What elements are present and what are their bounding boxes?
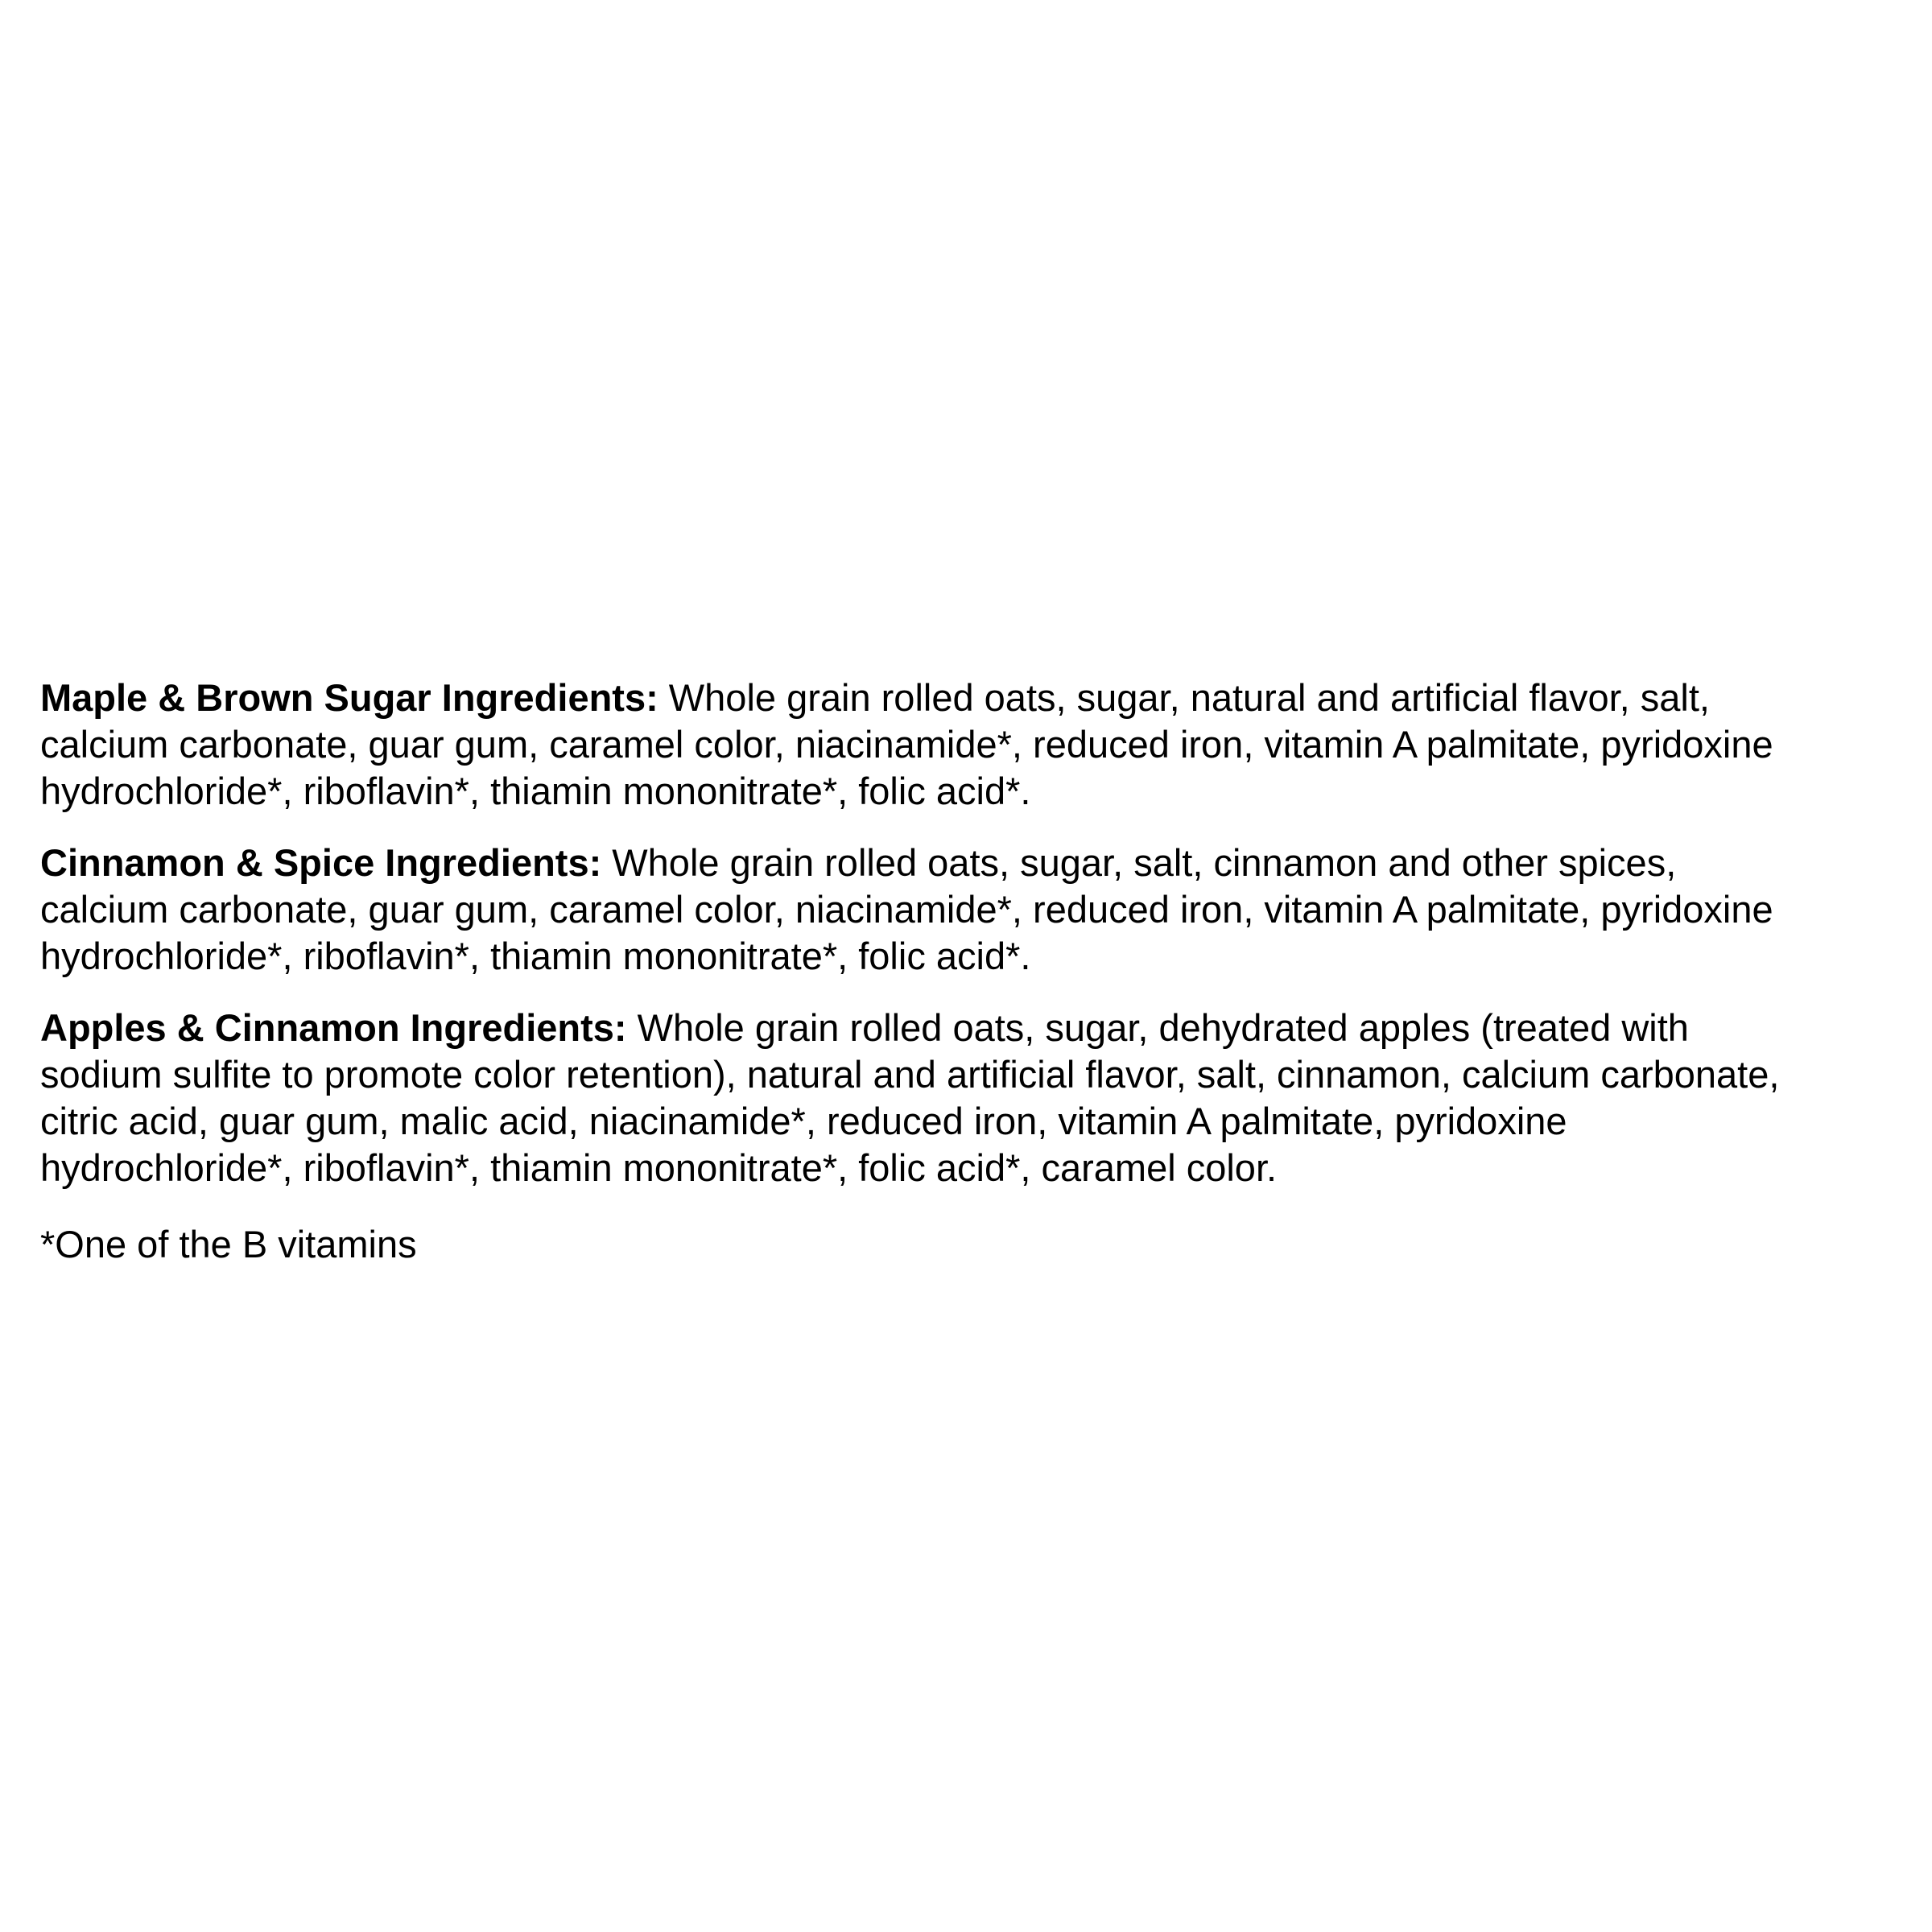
ingredients-panel bbox=[40, 675, 1916, 1268]
ingredients-line: calcium carbonate, guar gum, caramel color, niacinamide*, reduced iron, vitamin A palmitate, pyridoxine bbox=[40, 888, 1773, 931]
ingredients-line bbox=[40, 1005, 1916, 1051]
section-heading: Cinnamon & Spice Ingredients: bbox=[40, 841, 602, 884]
cinnamon-spice-ingredients bbox=[40, 840, 1916, 980]
section-heading: Maple & Brown Sugar Ingredients: bbox=[40, 676, 658, 719]
ingredients-line bbox=[40, 675, 1916, 721]
ingredients-line: hydrochloride*, riboflavin*, thiamin mononitrate*, folic acid*, caramel color. bbox=[40, 1146, 1278, 1189]
ingredients-line: sodium sulfite to promote color retention), natural and artificial flavor, salt, cinnamon, calcium carbonate, bbox=[40, 1053, 1780, 1096]
ingredients-line: citric acid, guar gum, malic acid, niacinamide*, reduced iron, vitamin A palmitate, pyridoxine bbox=[40, 1100, 1567, 1142]
ingredients-text: Whole grain rolled oats, sugar, salt, cinnamon and other spices, bbox=[601, 841, 1677, 884]
ingredients-line bbox=[40, 840, 1916, 886]
ingredients-line: hydrochloride*, riboflavin*, thiamin mononitrate*, folic acid*. bbox=[40, 935, 1031, 977]
ingredients-line: hydrochloride*, riboflavin*, thiamin mononitrate*, folic acid*. bbox=[40, 770, 1031, 812]
ingredients-text: Whole grain rolled oats, sugar, natural and artificial flavor, salt, bbox=[658, 676, 1710, 719]
b-vitamins-footnote: *One of the B vitamins bbox=[40, 1223, 417, 1265]
maple-brown-sugar-ingredients bbox=[40, 675, 1916, 815]
ingredients-text: Whole grain rolled oats, sugar, dehydrated apples (treated with bbox=[626, 1006, 1689, 1049]
section-heading: Apples & Cinnamon Ingredients: bbox=[40, 1006, 627, 1049]
ingredients-line: calcium carbonate, guar gum, caramel color, niacinamide*, reduced iron, vitamin A palmitate, pyridoxine bbox=[40, 723, 1773, 766]
apples-cinnamon-ingredients bbox=[40, 1005, 1916, 1191]
